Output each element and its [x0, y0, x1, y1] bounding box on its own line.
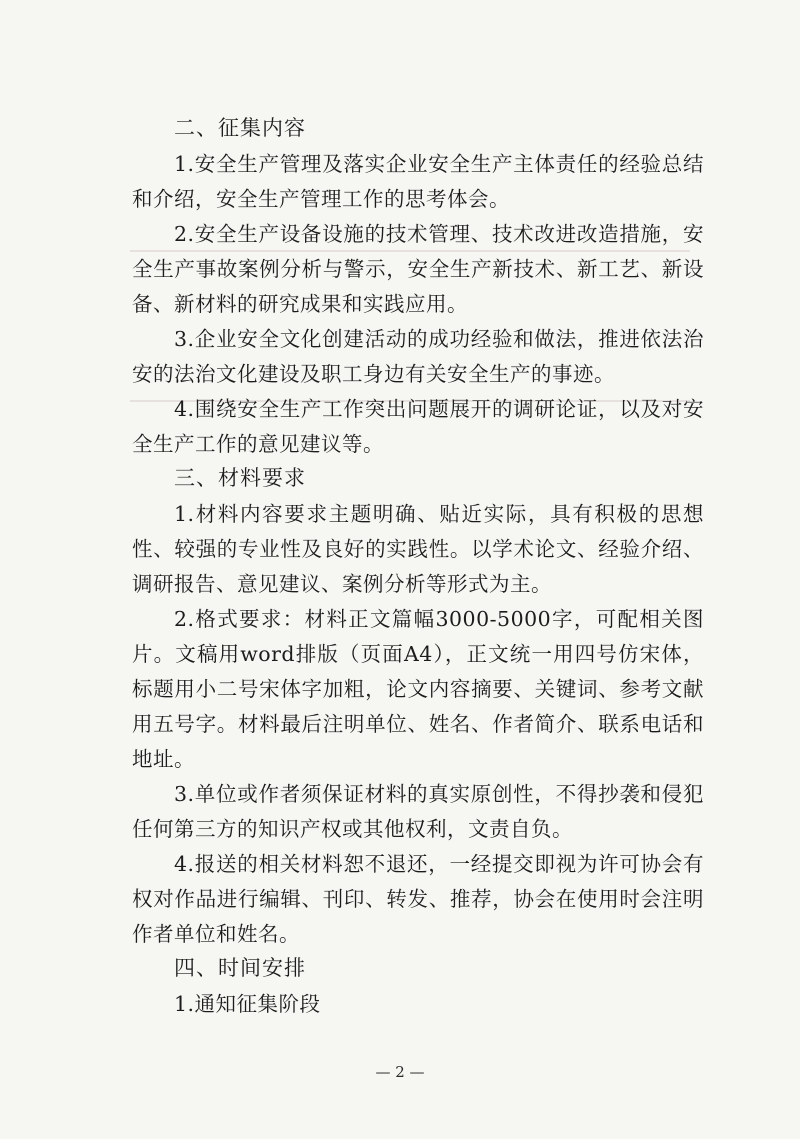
page-number: — 2 —	[375, 1063, 425, 1081]
paragraph: 3.企业安全文化创建活动的成功经验和做法，推进依法治安的法治文化建设及职工身边有关安全生产的事迹。	[132, 327, 704, 386]
paragraph: 4.围绕安全生产工作突出问题展开的调研论证，以及对安全生产工作的意见建议等。	[132, 397, 704, 456]
body-text	[132, 112, 704, 1022]
section-heading-requirements: 三、材料要求	[174, 466, 306, 490]
paragraph: 2.格式要求：材料正文篇幅3000-5000字，可配相关图片。文稿用word排版（页面A4），正文统一用四号仿宋体，标题用小二号宋体字加粗，论文内容摘要、关键词、参考文献用五号字。材料最后注明单位、姓名、作者简介、联系电话和地址。	[132, 607, 704, 771]
paragraph: 3.单位或作者须保证材料的真实原创性，不得抄袭和侵犯任何第三方的知识产权或其他权利，文责自负。	[132, 782, 704, 841]
paragraph: 1.安全生产管理及落实企业安全生产主体责任的经验总结和介绍，安全生产管理工作的思考体会。	[132, 152, 704, 211]
paragraph: 1.材料内容要求主题明确、贴近实际，具有积极的思想性、较强的专业性及良好的实践性。以学术论文、经验介绍、调研报告、意见建议、案例分析等形式为主。	[132, 502, 704, 596]
section-heading-content: 二、征集内容	[174, 116, 306, 140]
paragraph: 2.安全生产设备设施的技术管理、技术改进改造措施，安全生产事故案例分析与警示，安全生产新技术、新工艺、新设备、新材料的研究成果和实践应用。	[132, 222, 704, 316]
paragraph: 4.报送的相关材料恕不退还，一经提交即视为许可协会有权对作品进行编辑、刊印、转发、推荐，协会在使用时会注明作者单位和姓名。	[132, 852, 704, 946]
section-heading-schedule: 四、时间安排	[174, 956, 306, 980]
paragraph: 1.通知征集阶段	[174, 992, 321, 1016]
